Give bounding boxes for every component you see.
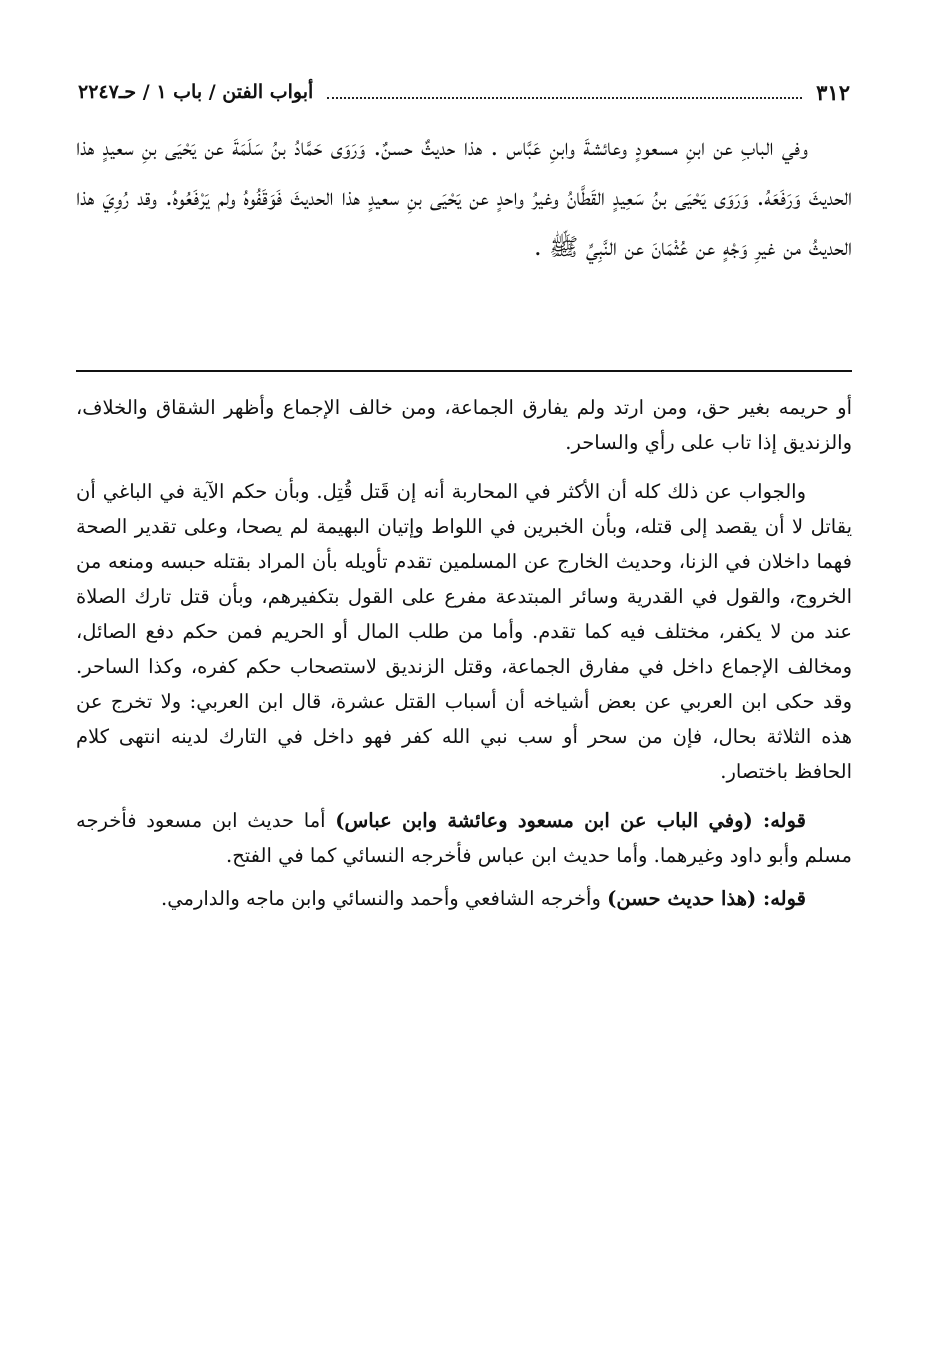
qawl-text-1: أما حديث ابن مسعود فأخرجه مسلم وأبو داود وغيرهما. وأما حديث ابن عباس فأخرجه النسائي كما في الفتح. [76,809,852,867]
page-number: ٣١٢ [816,79,850,105]
running-title: أبواب الفتن / باب ١ / حـ٢٢٤٧ [78,81,314,103]
qawl-heading-2: قوله: (هذا حديث حسن) [607,887,806,910]
commentary-paragraph-3 [76,803,852,873]
commentary-block [76,390,852,924]
hadith-paragraph: وفي البابِ عن ابنِ مسعودٍ وعائشةَ وابنِ عَبَّاس . هذا حديثٌ حسنٌ. وَرَوَى حَمَّادُ بنُ سَلَمَةَ عن يَحْيَى بنِ سعيدٍ هذا الحديثَ وَرَفَعَهُ. وَرَوَى يَحْيَى بنُ سَعِيدٍ القَطَّانُ وغيرُ واحدٍ عن يَحْيَى بنِ سعيدٍ هذا الحديثَ فَوَقَفُوهُ ولم يَرْفَعُوهُ. وقد رُوِيَ هذا الحديثُ من غيرِ وَجْهٍ عن عُثْمَانَ عن النَّبِيِّ ﷺ . [76,133,852,261]
qawl-heading-1: قوله: (وفي الباب عن ابن مسعود وعائشة وابن عباس) [335,809,806,832]
commentary-paragraph-2: والجواب عن ذلك كله أن الأكثر في المحاربة أنه إن قَتل قُتِل. وبأن حكم الآية في الباغي أن يقاتل لا أن يقصد إلى قتله، وبأن الخبرين في اللواط وإتيان البهيمة لم يصحا، وعلى تقدير الصحة فهما داخلان في الزنا، وحديث الخارج عن المسلمين تقدم تأويله بأن المراد بقتله حبسه ومنعه من الخروج، والقول في القدرية وسائر المبتدعة مفرع على القول بتكفيرهم، وبأن قتل تارك الصلاة عند من لا يكفر، مختلف فيه كما تقدم. وأما من طلب المال أو الحريم فمن حكم دفع الصائل، ومخالف الإجماع داخل في مفارق الجماعة، وقتل الزنديق لاستصحاب حكم كفره، وكذا الساحر. وقد حكى ابن العربي عن بعض أشياخه أن أسباب القتل عشرة، قال ابن العربي: ولا تخرج عن هذه الثلاثة بحال، فإن من سحر أو سب نبي الله كفر فهو داخل في التارك لدينه انتهى كلام الحافظ باختصار. [76,480,852,783]
commentary-paragraph-4 [76,881,852,916]
footnote-separator-line [76,370,852,372]
hadith-text-block [76,122,852,272]
header-dotted-leader [327,97,802,99]
page-header [78,76,850,108]
commentary-paragraph-1: أو حريمه بغير حق، ومن ارتد ولم يفارق الجماعة، ومن خالف الإجماع وأظهر الشقاق والخلاف، والزنديق إذا تاب على رأي والساحر. [76,396,852,454]
qawl-text-2: وأخرجه الشافعي وأحمد والنسائي وابن ماجه والدارمي. [161,887,608,910]
